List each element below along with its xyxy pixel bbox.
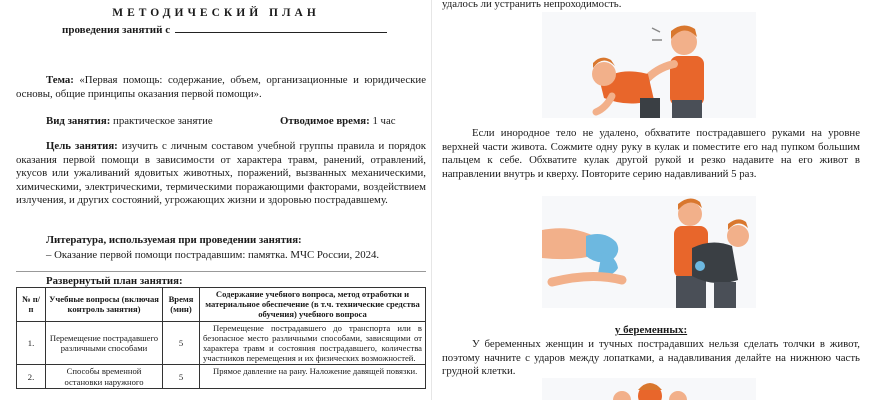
kind-label: Вид занятия: [46, 115, 111, 127]
row-question: Способы временной остановки наружного [46, 365, 163, 388]
row-question: Перемещение пострадавшего различными способами [46, 321, 163, 365]
row-number: 2. [17, 365, 46, 388]
abdominal-thrust-illustration [542, 196, 756, 308]
abdominal-thrust-drawing [542, 196, 756, 308]
abdominal-thrust-paragraph: Если инородное тело не удалено, обхватите пострадавшего руками на уровне верхней части живота. Сожмите одну руку в кулак и поместите его над пупком большим пальцем к себе. Обхватите кулак другой рукой и резко надавите на его живот в направлении внутрь и кверху. Повторите серию надавливаний 5 раз. [442, 127, 860, 180]
row-time: 5 [163, 321, 200, 365]
row-content: Перемещение пострадавшего до транспорта или в безопасное место различными способами, зависящими от характера травм и состояния пострадавшего, количества участников перемещения и их физических возможностей. [200, 321, 426, 365]
left-page [0, 0, 432, 400]
goal-paragraph [16, 140, 426, 208]
pregnant-illustration-partial [542, 378, 756, 400]
blank-fill-line [175, 22, 387, 33]
pregnant-paragraph: У беременных женщин и тучных пострадавших нельзя сделать толчки в живот, поэтому начните с ударов между лопатками, а надавливания делайте на нижнюю часть грудной клетки. [442, 338, 860, 378]
row-content: Прямое давление на рану. Наложение давящей повязки. [200, 365, 426, 388]
subtitle-text: проведения занятий с [62, 24, 171, 36]
section-rule [16, 271, 426, 272]
row-number: 1. [17, 321, 46, 365]
plan-heading: Развернутый план занятия: [46, 275, 183, 287]
goal-label: Цель занятия: [46, 140, 118, 152]
document-subtitle [62, 22, 387, 36]
lesson-plan-table [16, 287, 426, 389]
table-row [17, 321, 426, 365]
header-content: Содержание учебного вопроса, метод отработки и материальное обеспечение (в т.ч. технические средства обучения) учебного вопроса [200, 288, 426, 322]
kind-value: практическое занятие [110, 115, 213, 127]
row-time: 5 [163, 365, 200, 388]
time-label: Отводимое время: [280, 115, 370, 127]
time-block [280, 115, 396, 127]
continued-text-line: удалось ли устранить непроходимость. [442, 0, 622, 10]
right-page [432, 0, 870, 400]
time-value: 1 час [369, 115, 396, 127]
topic-text: «Первая помощь: содержание, объем, организационные и юридические основы, общие принципы оказания первой помощи». [16, 74, 426, 100]
topic-paragraph [16, 74, 426, 101]
table-header-row [17, 288, 426, 322]
back-blows-drawing [542, 12, 756, 118]
header-number: № п/п [17, 288, 46, 322]
topic-label: Тема: [46, 74, 74, 86]
table-row [17, 365, 426, 388]
document-title: МЕТОДИЧЕСКИЙ ПЛАН [112, 7, 320, 19]
pregnant-drawing [542, 378, 756, 400]
literature-item: – Оказание первой помощи пострадавшим: памятка. МЧС России, 2024. [46, 249, 380, 261]
lesson-kind-line [46, 115, 396, 127]
header-questions: Учебные вопросы (включая контроль занятия) [46, 288, 163, 322]
goal-text: изучить с личным составом учебной группы правила и порядок оказания первой помощи в зависимости от характера травм, ранений, отравлений, укусов или ужаливаний ядовитых животных, поражений, вызванных механическими, химическими, электрическими, термическими поражающими факторами, воздействием излучения, и других состояний, угрожающих жизни и здоровью пострадавшему. [16, 140, 426, 207]
header-time: Время (мин) [163, 288, 200, 322]
literature-heading: Литература, используемая при проведении занятия: [46, 234, 302, 246]
back-blows-illustration [542, 12, 756, 118]
pregnant-subheading: у беременных: [614, 324, 688, 336]
